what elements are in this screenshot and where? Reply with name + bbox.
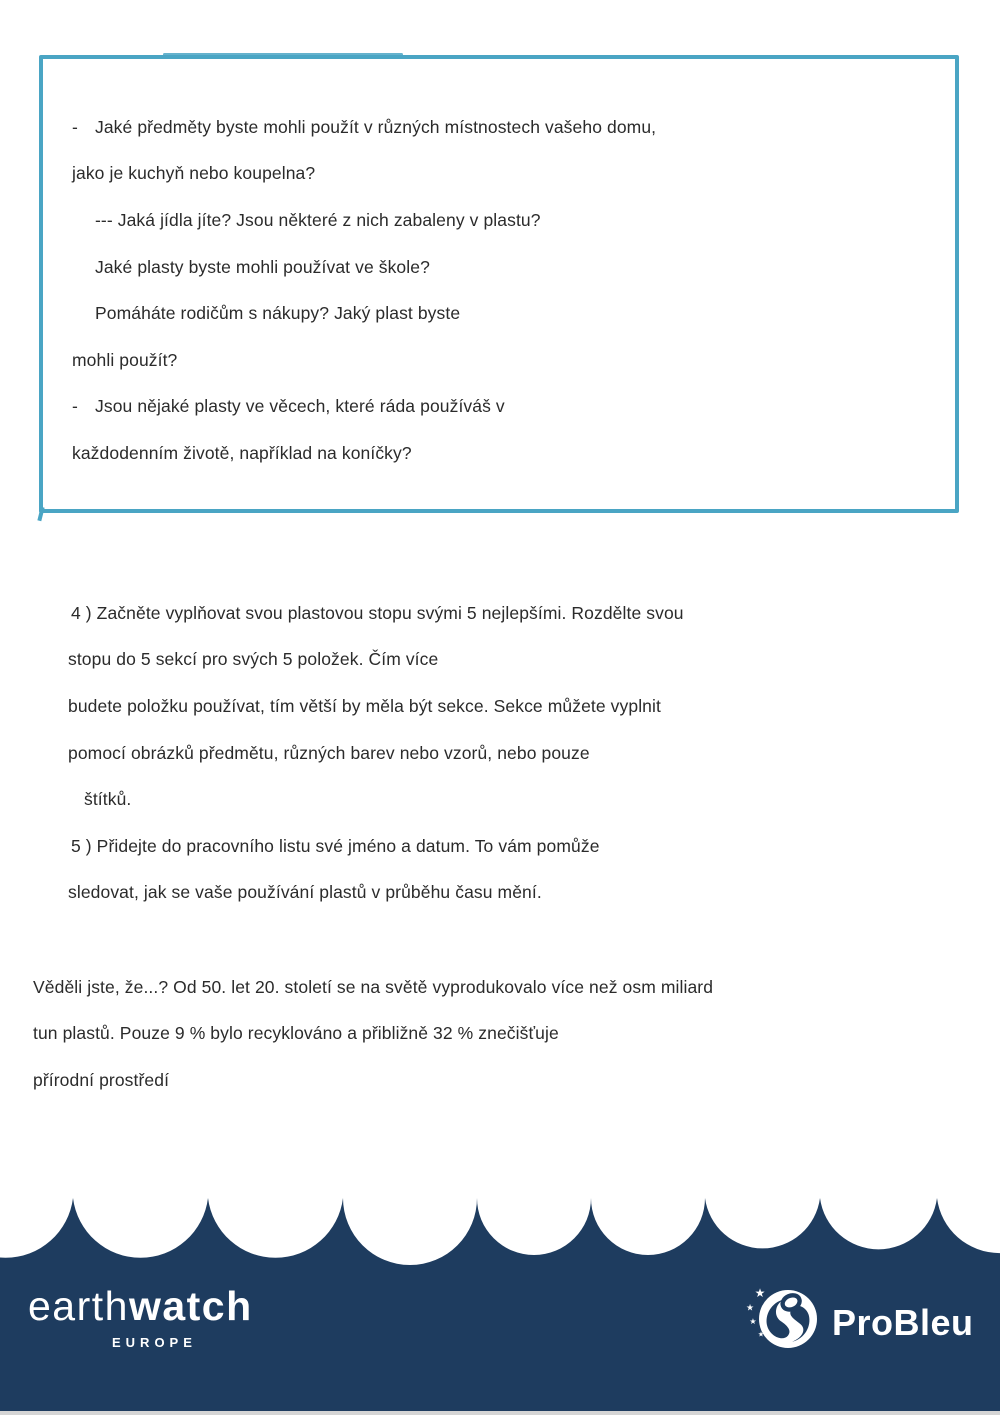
bullet-dash: - [72, 116, 78, 137]
instruction-line: stopu do 5 sekcí pro svých 5 položek. Čím více [68, 649, 439, 670]
question-line [43, 290, 955, 337]
question-line [43, 151, 955, 198]
earthwatch-wordmark: earthwatch [28, 1283, 253, 1329]
question-line [43, 244, 955, 291]
probleu-wordmark: ProBleu [832, 1302, 974, 1343]
probleu-mark-icon [759, 1290, 817, 1348]
question-text: Pomáháte rodičům s nákupy? Jaký plast byste [95, 303, 461, 324]
question-line [43, 430, 955, 477]
page-bottom-edge [0, 1411, 1000, 1415]
didyouknow-line: přírodní prostředí [33, 1069, 170, 1090]
question-text: Jaké plasty byste mohli používat ve škole? [95, 256, 430, 277]
question-text: mohli použít? [72, 349, 178, 370]
didyouknow-line: tun plastů. Pouze 9 % bylo recyklováno a přibližně 32 % znečišťuje [33, 1023, 559, 1044]
instruction-line: 4 ) Začněte vyplňovat svou plastovou stopu svými 5 nejlepšími. Rozdělte svou [71, 602, 684, 623]
question-text: jako je kuchyň nebo koupelna? [72, 163, 316, 184]
instruction-line: pomocí obrázků předmětu, různých barev nebo vzorů, nebo pouze [68, 742, 590, 763]
earthwatch-subtitle: EUROPE [112, 1335, 197, 1350]
instruction-line: 5 ) Přidejte do pracovního listu své jméno a datum. To vám pomůže [71, 835, 600, 856]
probleu-logo [745, 1285, 975, 1355]
earthwatch-logo [28, 1283, 253, 1350]
didyouknow-block [33, 964, 713, 1104]
star-icon: ★ [757, 1331, 765, 1339]
star-icon: ★ [745, 1302, 755, 1313]
star-icon: ★ [754, 1286, 766, 1300]
question-text: každodenním životě, například na koníčky? [72, 442, 412, 463]
question-text: Jsou nějaké plasty ve věcech, které ráda používáš v [95, 396, 505, 417]
question-line [43, 384, 955, 431]
instruction-line: sledovat, jak se vaše používání plastů v průběhu času mění. [68, 882, 542, 903]
instruction-line: budete položku používat, tím větší by měla být sekce. Sekce můžete vyplnit [68, 695, 661, 716]
question-text: --- Jaká jídla jíte? Jsou některé z nich zabaleny v plastu? [95, 209, 541, 230]
question-box [39, 55, 959, 513]
bullet-dash: - [72, 396, 78, 417]
question-line [43, 104, 955, 151]
instructions-block [68, 590, 684, 916]
star-icon: ★ [749, 1317, 757, 1326]
didyouknow-line: Věděli jste, že...? Od 50. let 20. století se na světě vyprodukovalo více než osm miliard [33, 976, 714, 997]
instruction-line: štítků. [84, 789, 132, 810]
question-line [43, 337, 955, 384]
question-line [43, 197, 955, 244]
question-text: Jaké předměty byste mohli použít v různých místnostech vašeho domu, [95, 116, 657, 137]
